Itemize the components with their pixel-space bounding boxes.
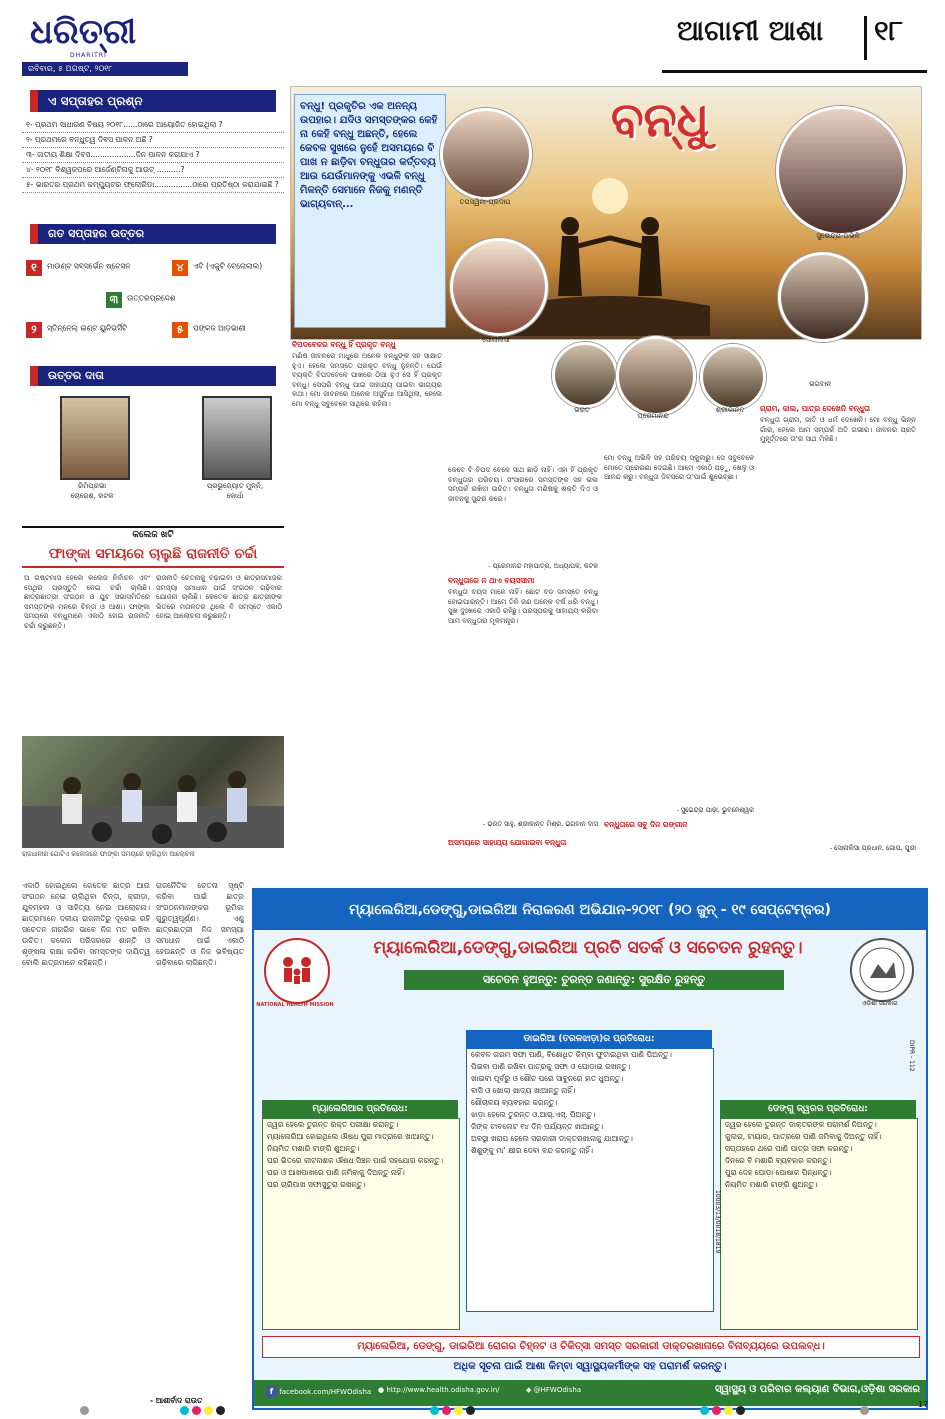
photo-tapaswini: [440, 108, 532, 200]
health-ad: [252, 888, 928, 1410]
dipr-code: DIPR - 112: [908, 1040, 915, 1072]
malaria-list: [262, 1118, 460, 1330]
malaria-item: ଘର ଓ ଆଖପାଖରେ ପାଣି ଜମିବାକୁ ଦିଅନ୍ତୁ ନାହିଁ।: [267, 1168, 405, 1177]
newspaper-logo: ଧରିତ୍ରୀ: [30, 12, 137, 52]
college-photo-caption: ରାଜଧାନୀର ଗୋଟିଏ କଲେଜରେ ଫାଙ୍କା ସମୟରେ ଚାଲିଥିବା ଆଲୋଚନା: [22, 850, 195, 858]
diarrhoea-item: ଅବସ୍ଥା ଖରାପ ହେଲେ ସରକାରୀ ଡାକ୍ତରଖାନାକୁ ଯାଆନ୍ତୁ।: [471, 1134, 633, 1143]
answer-number: ୫: [172, 322, 188, 338]
diarrhoea-item: ଶିଶୁଙ୍କୁ ମା' କ୍ଷୀର ଦେବା ବନ୍ଦ କରନ୍ତୁ ନାହିଁ।: [471, 1146, 594, 1155]
twitter-icon: ◆: [526, 1386, 532, 1394]
caption-premanand: ପ୍ରେମାନନ୍ଦ: [637, 412, 669, 420]
college-story: [22, 526, 284, 866]
answer-text: ଏଟି (ଏକୁଟି ଟେନୋଲାଲ): [193, 261, 263, 271]
college-col-2: ରାଜନୈତିକ ଚେତନା ସୃଷ୍ଟି କରିବା ପାଇଁ ଛାତ୍ର ସଂଗଠନମାନଙ୍କର ଭୂମିକା ଗୁରୁତ୍ୱପୂର୍ଣ୍ଣ। ଏଣୁ ଛାତ୍ରଛାତ୍ରୀ ନିଜ ସମସ୍ୟା ସମାଧାନ ପାଇଁ ଏକାଠି ହେଉଛନ୍ତି ଓ ନିଜ ଭବିଷ୍ୟତ ଗଢ଼ିବାରେ ଲାଗିଛନ୍ତି।: [156, 881, 244, 967]
diarrhoea-item: ଜିଙ୍କ ଟାବଲେଟ ୧୪ ଦିନ ପର୍ଯ୍ୟନ୍ତ ଖାଆନ୍ତୁ।: [471, 1122, 604, 1131]
odisha-seal: [850, 938, 914, 1002]
print-marks: [0, 1406, 945, 1419]
answer-item: [172, 256, 262, 276]
students-illustration: [22, 736, 284, 848]
answers-title: ଗତ ସପ୍ତାହର ଉତ୍ତର: [30, 224, 276, 244]
ad-top-title: ମ୍ୟାଲେରିଆ,ଡେଙ୍ଗୁ,ଡାଇରିଆ ନିରାକରଣ ଅଭିଯାନ-୨୦୧୮ (୨୦ ଜୁନ୍ - ୧୯ ସେପ୍ଟେମ୍ବର): [254, 890, 926, 930]
giver-name: ପ୍ରଭୁଜ୍ୟୋତ ମୁନ୍ନି,: [206, 482, 264, 490]
giver-photo: [60, 396, 130, 480]
answer-text: ମାଉଣ୍ଟ ସବ୍‌ସର୍ଭେନ ଷ୍ଟେସନ: [47, 261, 131, 271]
quiz-panel: [22, 90, 284, 530]
caption-srikant: ଶ୍ରୀକାନ୍ତ: [715, 406, 745, 414]
giver-photo: [202, 396, 272, 480]
malaria-title: ମ୍ୟାଲେରିଆର ପ୍ରତିରୋଧ:: [262, 1100, 458, 1118]
answer-item: [172, 318, 246, 338]
malaria-item: ମ୍ୟାଲେରିଆ ହୋଇଥିଲେ ଔଷଧ ପୁରା ମାତ୍ରାରେ ଖାଆନ୍ତୁ।: [267, 1132, 434, 1141]
facebook-icon: f: [266, 1386, 277, 1397]
footer-page-number: 17: [918, 1400, 929, 1409]
answer-text: ଉତ୍ତରପ୍ରଦେଶ: [127, 293, 176, 303]
diarrhoea-item: ଝାଡ଼ା ହେଲେ ତୁରନ୍ତ ଓ.ଆର୍.ଏସ୍. ପିଅନ୍ତୁ।: [471, 1110, 596, 1119]
answer-number: ୧: [26, 260, 42, 276]
answer-number: ୪: [172, 260, 188, 276]
signature: - ସୁଭେନ୍ଦ୍ରା ପାଢ଼ୀ, ଭୁବନେଶ୍ୱର: [676, 806, 754, 814]
malaria-item: ଘର ଭିତରେ କୀଟନାଶକ ଔଷଧ ସିଞ୍ଚନ ପାଇଁ ସହଯୋଗ କରନ୍ତୁ।: [267, 1156, 444, 1165]
nhm-logo: [264, 938, 330, 1004]
masthead: [22, 8, 927, 80]
intro-text: ବନ୍ଧୁ! ପ୍ରକୃତିର ଏକ ଅନନ୍ୟ ଉପହାର। ଯଦିଓ ସମସ୍ତଙ୍କର କେହି ନା କେହି ବନ୍ଧୁ ଅଛନ୍ତି, ହେଲେ କେବଳ ସୁଖରେ ନୁହେଁ ଅସମୟରେ ବି ପାଖ ନ ଛାଡ଼ିବା ବନ୍ଧୁତାର କର୍ତ୍ତବ୍ୟ ଆଉ ଯେଉଁମାନଙ୍କୁ ଏଭଳି ବନ୍ଧୁ ମିଳନ୍ତି ସେମାନେ ନିଜକୁ ମଣନ୍ତି ଭାଗ୍ୟବାନ୍...: [300, 101, 438, 210]
caption-sonalisa: ସୋନାଲିସା: [482, 336, 510, 344]
globe-icon: ●: [378, 1386, 385, 1394]
website-label: http://www.health.odisha.gov.in/: [386, 1386, 500, 1394]
college-photo: [22, 736, 284, 848]
signature: - ଭରତ ସାହୁ, ଶ୍ରୀକାନ୍ତ ମିଶ୍ର, ଭଗବାନ ଦାସ: [483, 820, 598, 828]
answer-item: [106, 288, 176, 308]
twitter-label: @HFWOdisha: [533, 1386, 582, 1394]
photo-bhagaban: [778, 252, 868, 342]
newspaper-logo-sub: DHARITRI: [70, 52, 107, 59]
department-name: ସ୍ୱାସ୍ଥ୍ୟ ଓ ପରିବାର କଲ୍ୟାଣ ବିଭାଗ,ଓଡ଼ିଶା ସରକାର: [714, 1384, 920, 1395]
ad-bottom-info: ଅଧିକ ସୂଚନା ପାଇଁ ଆଶା କିମ୍ବା ସ୍ୱାସ୍ଥ୍ୟକର୍ମୀଙ୍କ ସହ ପରାମର୍ଶ କରନ୍ତୁ।: [453, 1361, 727, 1372]
photo-premanand: [616, 336, 696, 416]
answer-text: ସ୍ତିନ୍‌ନେଲ୍ ଇଣ୍ଟ ୟୁନିଭର୍ସିଟି: [47, 323, 128, 333]
seal-emblem-icon: [852, 940, 912, 1000]
photo-bharat: [552, 342, 618, 408]
facebook-label: facebook.com/HFWOdisha: [279, 1388, 372, 1396]
college-col-1: ଏକାଠି ହୋଇଥିଲେ କେତେକ ଛାତ୍ର ଆଉ ସଂଗଠନ ନେଇ ଚାଲିଥିବା ଚିନ୍ତା, କ୍ରୀଡ଼ା, ଯୁବମହଲ ଓ ସାହିତ୍ୟ ନେଇ ଆଲୋଚନା। ଛାତ୍ରମାନେ ଦଳୀୟ ରାଜନୀତିରୁ ଦୂରେଇ ରହି ସଚେତନ ନାଗରିକ ଭାବେ ନିଜ ମତ ରଖିବା ଉଚିତ। କଲେଜ ପରିସରରେ ଶାନ୍ତି ଓ ଶୃଙ୍ଖଳା ରକ୍ଷା କରିବା ସମସ୍ତଙ୍କ ଦାୟିତ୍ୱ ବୋଲି ଛାତ୍ରମାନେ କହିଛନ୍ତି।: [22, 881, 150, 967]
caption-tapaswini: ତପସ୍ୱିନୀ-ପ୍ରଦୀପ: [459, 198, 511, 206]
diarrhoea-item: ପିଇବା ପାଣି ରଖିବା ପାତ୍ରକୁ ସଫା ଓ ଘୋଡ଼ାଇ ରଖନ୍ତୁ।: [471, 1062, 631, 1071]
quiz-question: ୧- ପ୍ରଥମ ସାଧାରଣ ବିଷୟ ୨୦୧୮......ଠାରେ ଆୟୋଜିତ ହୋଇଥିଲା ?: [22, 118, 284, 133]
facebook-link[interactable]: [266, 1386, 371, 1397]
website-link[interactable]: [378, 1386, 500, 1394]
malaria-item: ଜ୍ୱର ହେଲେ ତୁରନ୍ତ ରକ୍ତ ପରୀକ୍ଷା କରାନ୍ତୁ।: [267, 1120, 399, 1129]
quiz-question: ୨- ପ୍ରଥମରେ ବନ୍ଧୁତ୍ୱ ଦିଵସ ପାଳନ ଅଛି ?: [22, 133, 284, 148]
dengue-item: ଦିନରେ ବି ମଶାରି ବ୍ୟବହାର କରନ୍ତୁ।: [725, 1156, 832, 1165]
sub-heading: ଅସମୟରେ ସାହାଯ୍ୟ ଯୋଗାଇବା ବନ୍ଧୁତା: [448, 838, 567, 847]
diarrhoea-item: କେବଳ ଗରମ ସଫା ପାଣି, ବିଶୋଧିତ କିମ୍ବା ଫୁଟାଇଥିବା ପାଣି ପିଅନ୍ତୁ।: [471, 1050, 672, 1059]
college-body-b: ରାଜନୀତି ଚେତନାକୁ ବଢ଼ାଇବା ଓ ଛାତ୍ରସମାଜର ସମସ୍ୟା ସମାଧାନ ପାଇଁ ସଂଗଠନ ଗଢ଼ିବାର ଯୋଜନା ଚାଲିଛି। କେତେକ ଛାତ୍ର ଛାତ୍ରୀଙ୍କ ଭିତରେ ମତାନ୍ତର ଥିଲେ ବି ସମସ୍ତେ ଏକାଠି ହୋଇ ଆଲୋଚନା କରୁଛନ୍ତି।: [156, 574, 282, 620]
diarrhoea-item: ଖାଇବା ପୂର୍ବରୁ ଓ ଶୌଚ ପରେ ସାବୁନରେ ହାତ ଧୁଅନ୍ତୁ।: [471, 1074, 624, 1083]
malaria-item: ଘର ଚାରିପାଖ ସଫାସୁତୁରା ରଖନ୍ତୁ।: [267, 1180, 366, 1189]
ad-slogan: ସଚେତନ ହୁଅନ୍ତୁ: ତୁରନ୍ତ ଜଣାନ୍ତୁ: ସୁରକ୍ଷିତ ରୁହନ୍ତୁ: [404, 970, 784, 990]
answer-text: ପଙ୍କଜ ଆଡ଼ଭାଣୀ: [193, 323, 246, 333]
divider: [864, 16, 867, 60]
photo-suvendra: [776, 106, 906, 236]
sub-heading: ଗ୍ରାମ, ଜାଲ, ପାତ୍ର ଦେଖେନି ବନ୍ଧୁତା: [760, 404, 871, 413]
dengue-item: ଜ୍ୱର ହେଲେ ତୁରନ୍ତ ଡାକ୍ତରଙ୍କ ପରାମର୍ଶ ନିଅନ୍ତୁ।: [725, 1120, 877, 1129]
answer-item: [26, 318, 127, 338]
nhm-family-icon: [266, 940, 328, 1002]
dengue-title: ଡେଙ୍ଗୁ ଜ୍ୱରର ପ୍ରତିରୋଧ:: [720, 1100, 916, 1118]
page-number: ୧୮: [874, 14, 904, 47]
seal-label: ଓଡ଼ିଶା ସରକାର: [862, 1000, 898, 1007]
diarrhoea-title: ଡାଇରିଆ (ତରଳଝାଡ଼ା)ର ପ୍ରତିରୋଧ:: [466, 1030, 712, 1048]
caption-bharat: ଭରତ: [574, 406, 590, 414]
ad-bottom-red: ମ୍ୟାଲେରିଆ, ଡେଙ୍ଗୁ, ଡାଇରିଆ ରୋଗର ଚିହ୍ନଟ ଓ ଚିକିତ୍ସା ସମସ୍ତ ସରକାରୀ ଡାକ୍ତରଖାନାରେ ବିନାବ୍ୟୟରେ ଉପଲବ୍ଧ।: [262, 1336, 920, 1358]
sub-heading: ବନ୍ଧୁତାରେ ସବୁ ଦିନ ରଙ୍ଗୀନ: [604, 820, 688, 829]
dengue-item: ନିୟମିତ ମଶାରି ଟାଙ୍ଗି ଶୁଅନ୍ତୁ।: [725, 1180, 818, 1189]
twitter-link[interactable]: [526, 1386, 581, 1394]
masthead-rule: [662, 70, 927, 73]
article-col-2: କେବେ ବି ବିପଦ ବେଳେ ସାଥ ଛାଡ଼ି ନାହିଁ। ଏହା ହିଁ ପ୍ରକୃତ ବନ୍ଧୁତାର ପରିଚୟ। ସଂସାରରେ ସମସ୍ତଙ୍କ ସହ ଭଲ ସମ୍ପର୍କ ରଖିବା ଉଚିତ। ବନ୍ଧୁତା ମଣିଷକୁ ଶକ୍ତି ଦିଏ ଓ ଜୀବନକୁ ସୁନ୍ଦର କରେ।: [448, 466, 598, 503]
sub-heading: ବିପଦବେଳର ବନ୍ଧୁ ହିଁ ପ୍ରକୃତ ବନ୍ଧୁ: [292, 340, 396, 349]
section-title: ଆଗାମୀ ଆଶା: [677, 14, 824, 47]
quiz-question: ୫- ଭାରତର ପ୍ରଥମ କମ୍ପ୍ୟୁଟର ଫ୍ଲୋରିଡା................ଠାରେ ପ୍ରତିଷ୍ଠା କରାଯାଇଛି ?: [22, 178, 284, 193]
article-col-4: ବନ୍ଧୁତା ଗ୍ରାମ, ଜାତି ଓ ଧର୍ମ ଦେଖେନି। ମୋ ବନ୍ଧୁ ଭିନ୍ନ ଗାଁର, ହେଲେ ଆମ ସମ୍ପର୍କ ଅତି ଗଭୀର। ଜୀବନର ପ୍ରତି ମୁହୂର୍ତ୍ତରେ ତା'ର ସାଥ ମିଳିଛି।: [760, 416, 916, 443]
quiz-question: ୩- ଜାତୀୟ ଶିକ୍ଷା ଦିବସ...................ଦିନ ପାଳନ କରାଯାଏ ?: [22, 148, 284, 163]
diarrhoea-item: ଶୌଚାଳୟ ବ୍ୟବହାର କରନ୍ତୁ।: [471, 1098, 558, 1107]
nhm-label: NATIONAL HEALTH MISSION: [256, 1002, 334, 1008]
dengue-item: ସପ୍ତାହରେ ଥରେ ପାଣି ପାତ୍ର ସଫା କରନ୍ତୁ।: [725, 1144, 853, 1153]
college-tag: କଲେଜ ଖଟି: [22, 526, 284, 540]
giver-name: ରିମିପ୍ରଭା: [77, 482, 107, 490]
giver-place: କୋର୍ଧା: [226, 492, 244, 500]
friends-feature: [290, 86, 924, 876]
signature: - ସୋନାଲିସା ପ୍ରଧାନ, ଗୋପ, ପୁରୀ: [829, 844, 916, 852]
article-col-1: ମଣିଷ ଜୀବନରେ ମାଧୁରେ ଅନେକ ବନ୍ଧୁଙ୍କ ସହ ସାକ୍ଷାତ ହୁଏ। ହେଲେ ସମସ୍ତେ ପ୍ରକୃତ ବନ୍ଧୁ ନୁହନ୍ତି। ଯେଉଁ ବ୍ୟକ୍ତି ବିପଦବେଳେ ପାଖରେ ଠିଆ ହୁଏ ସେ ହିଁ ପ୍ରକୃତ ବନ୍ଧୁ। ସେପରି ବନ୍ଧୁ ପାଇ ସାହାଯ୍ୟ ପାଇବା ଭାଗ୍ୟର କଥା। ମୋ ଜୀବନରେ ଅନେକ ଅସୁବିଧା ଆସିଥିଲା, ହେଲେ ମୋ ବନ୍ଧୁ ସବୁବେଳେ ସାଥିରେ ରହିଲା।: [292, 352, 442, 408]
issue-date: ରବିବାର, ୫ ଅଗଷ୍ଟ, ୨୦୧୮: [22, 62, 188, 76]
article-col-2b: ବନ୍ଧୁତା ବୟସ ମାନେ ନାହିଁ। ଛୋଟ ବଡ଼ ସମସ୍ତେ ବନ୍ଧୁ ହୋଇପାରନ୍ତି। ଆମେ ତିନି ଜଣ ଅନେକ ବର୍ଷ ଧରି ବନ୍ଧୁ। ସୁଖ ଦୁଃଖରେ ଏକାଠି ରହିଛୁ। ପରସ୍ପରକୁ ସାହାଯ୍ୟ କରିବା ଆମ ବନ୍ଧୁତାର ମୂଳମନ୍ତ୍ର।: [448, 588, 598, 625]
dengue-item: କୁଲର, ଟାୟାର, ପାତ୍ରରେ ପାଣି ଜମିବାକୁ ଦିଅନ୍ତୁ ନାହିଁ।: [725, 1132, 882, 1141]
college-headline: ଫାଙ୍କା ସମୟରେ ଚାଲୁଛି ରାଜନୀତି ଚର୍ଚ୍ଚା: [22, 542, 284, 568]
quiz-title: ଏ ସପ୍ତାହର ପ୍ରଶ୍ନ: [30, 90, 276, 112]
answer-number: ୨: [26, 322, 42, 338]
diarrhoea-list: [466, 1048, 714, 1312]
signature: - ପ୍ରେମାନନ୍ଦ ମହାପାତ୍ର, ଅଧ୍ୟାପକ, କଟକ: [488, 562, 598, 570]
malaria-item: ନିୟମିତ ମଶାରି ଟାଙ୍ଗି ଶୁଅନ୍ତୁ।: [267, 1144, 360, 1153]
dengue-list: [720, 1118, 918, 1330]
caption-bhagaban: ଭଗବାନ: [808, 380, 832, 388]
feature-title: ବନ୍ଧୁ: [610, 92, 710, 148]
photo-sonalisa: [450, 238, 548, 336]
college-author: - ଆଶୀର୍ବାଦ ରାଉତ: [150, 1396, 203, 1405]
ad-code: 10003/13/0018/1819: [714, 1190, 721, 1254]
caption-suvendra: ସୁଭେନ୍ଦ୍ରା-ଅଭିଳି: [816, 232, 860, 240]
answer-number: ୩: [106, 292, 122, 308]
quiz-question: ୪- ୨୦୧୮ ବିଶ୍ୱକପରେ ଆର୍ଜେଣ୍ଟିନାକୁ ଆଉଟ୍ ..........?: [22, 163, 284, 178]
giver-place: ଚୋରେଶ, କଟକ: [70, 492, 114, 500]
givers-title: ଉତ୍ତର ଦାତା: [30, 366, 276, 386]
college-body-a: ଅ ଗଷ୍ଟମାସ ହେଲେ କଲେଜ ନିର୍ବାଚନ ଏବଂ ସେଥିର ପ୍ରସ୍ତୁତି ନେଇ ଚର୍ଚ୍ଚା ଚାଲିଛି। ଛାତ୍ରଛାତ୍ରୀ ସଂଗଠନ ଓ ଯୁବ ସଭାସମିତିରେ ସମସ୍ତଙ୍କ ମନରେ ଚିନ୍ତା ଓ ଆଶା। ଫାଙ୍କା ସମୟରେ ବନ୍ଧୁମାନେ ଏକାଠି ହୋଇ ରାଜନୀତି ଚର୍ଚ୍ଚା କରୁଛନ୍ତି।: [24, 574, 150, 630]
diarrhoea-item: ବାସି ଓ ଖୋଲା ଖାଦ୍ୟ ଖାଆନ୍ତୁ ନାହିଁ।: [471, 1086, 576, 1095]
ad-main-headline: ମ୍ୟାଲେରିଆ,ଡେଙ୍ଗୁ,ଡାଇରିଆ ପ୍ରତି ସତର୍କ ଓ ସଚେତନ ରୁହନ୍ତୁ।: [373, 938, 803, 958]
photo-srikant: [700, 344, 766, 410]
sub-heading: ବନ୍ଧୁତାରେ ନ ଥାଏ ବୟସସୀମା: [448, 576, 535, 585]
answer-item: [26, 256, 131, 276]
article-col-3: ମୋ ବନ୍ଧୁ ଅଭିଳି ସହ ପରିଚୟ ସ୍କୁଲରୁ। ସେ ସବୁବେଳେ ମୋତେ ପ୍ରେରଣା ଦେଇଛି। ଆମେ ଏକାଠି ପଢ଼ୁ, ଖେଳୁ ଓ ଆନନ୍ଦ କରୁ। ବନ୍ଧୁତା ଦିବସରେ ତା'ପାଇଁ ଶୁଭେଚ୍ଛା।: [604, 454, 754, 481]
dengue-item: ପୁରା ଦେହ ଘୋଡ଼ା ପୋଷାକ ପିନ୍ଧନ୍ତୁ।: [725, 1168, 832, 1177]
